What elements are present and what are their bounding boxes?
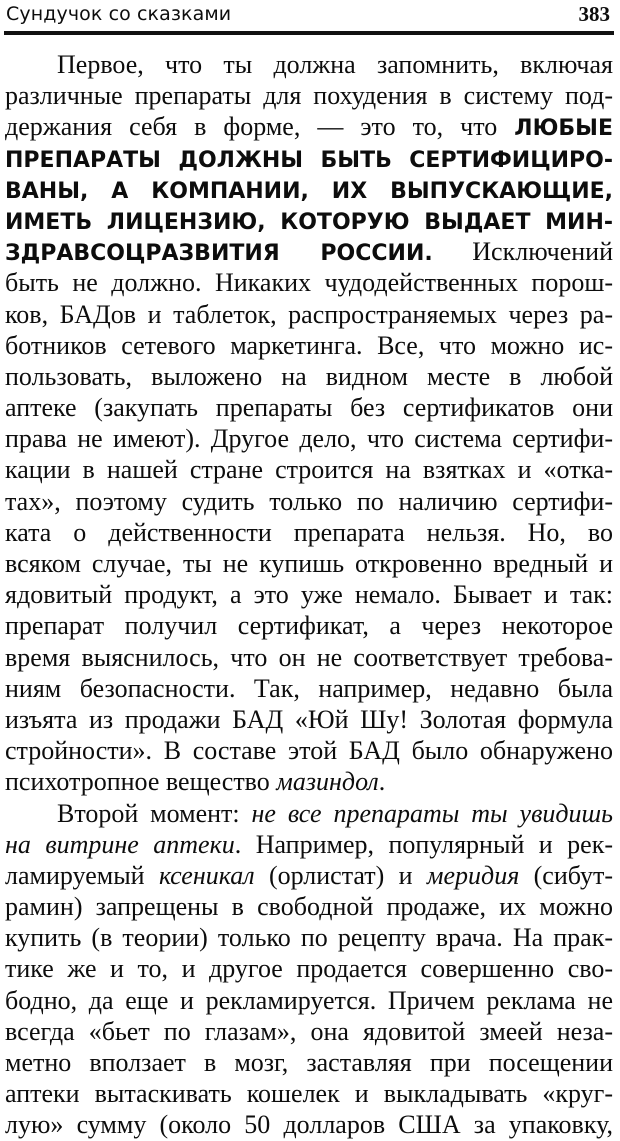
text-line [5, 610, 613, 641]
text-line [5, 891, 613, 922]
text-line [5, 922, 613, 953]
text-line [5, 143, 613, 174]
text-run: ламируемый [5, 860, 159, 890]
text-run: психотропное вещество [5, 767, 277, 797]
text-line [5, 299, 613, 330]
text-run: кации в нашей стране строится на взятках и «отка- [5, 455, 613, 485]
text-line [5, 798, 613, 829]
text-run: ботников сетевого маркетинга. Все, что можно ис- [5, 330, 613, 360]
text-line [5, 49, 613, 80]
emphasis-caps: ВАНЫ, А КОМПАНИИ, ИХ ВЫПУСКАЮЩИЕ, [5, 178, 613, 204]
text-line [5, 985, 613, 1016]
text-line [5, 642, 613, 673]
text-line [5, 517, 613, 548]
text-run: время выяснилось, что он не соответствует требова- [5, 642, 613, 672]
text-line [5, 579, 613, 610]
text-line [5, 361, 613, 392]
body-text [5, 49, 613, 1141]
text-line [5, 953, 613, 984]
text-run: быть не должно. Никаких чудодейственных порош- [5, 268, 613, 298]
text-line [5, 1016, 613, 1047]
text-line [5, 423, 613, 454]
text-run: тах», поэтому судить только по наличию сертифи- [5, 486, 613, 516]
running-head [6, 0, 612, 30]
text-line [5, 80, 613, 111]
text-run: аптеке (закупать препараты без сертификатов они [5, 393, 613, 423]
text-line [5, 548, 613, 579]
text-line [5, 735, 613, 766]
text-line [5, 1078, 613, 1109]
text-run: Первое, что ты должна запомнить, включая [57, 50, 613, 79]
emphasis-italic: на витрине аптеки [5, 829, 235, 859]
running-title: Сундучок со сказками [6, 3, 232, 25]
text-run: права не имеют). Другое дело, что система сертифи- [5, 424, 613, 454]
text-line [5, 704, 613, 735]
emphasis-caps: ИМЕТЬ ЛИЦЕНЗИЮ, КОТОРУЮ ВЫДАЕТ МИН- [5, 209, 613, 235]
text-run: купить (в теории) только по рецепту врача. На прак- [5, 923, 613, 953]
text-line [5, 673, 613, 704]
text-run: . Например, популярный и рек- [234, 829, 613, 859]
text-line [5, 766, 613, 797]
emphasis-caps: ПРЕПАРАТЫ ДОЛЖНЫ БЫТЬ СЕРТИФИЦИРО- [5, 147, 613, 173]
emphasis-italic: не все препараты ты увидишь [251, 798, 613, 828]
page-number: 383 [578, 2, 610, 26]
text-run: рамин) запрещены в свободной продаже, их можно [5, 892, 613, 922]
text-line [5, 205, 613, 236]
text-run: . [378, 767, 386, 797]
text-line [5, 829, 613, 860]
text-line [5, 236, 613, 267]
text-run: держания себя в форме, — это то, что [5, 112, 515, 142]
text-line [5, 1047, 613, 1078]
text-line [5, 267, 613, 298]
text-run: ков, БАДов и таблеток, распространяемых через ра- [5, 299, 613, 329]
text-line [5, 111, 613, 142]
text-run: различные препараты для похудения в систему под- [5, 81, 613, 111]
emphasis-italic: ксеникал [158, 860, 255, 890]
text-run: аптеки вытаскивать кошелек и выкладывать «круг- [5, 1079, 613, 1109]
text-line [5, 330, 613, 361]
text-run: бодно, да еще и рекламируется. Причем реклама не [5, 985, 613, 1015]
text-run: изъята из продажи БАД «Юй Шу! Золотая формула [5, 704, 613, 734]
text-run: пользовать, выложено на видном месте в любой [5, 361, 613, 391]
emphasis-caps: ЗДРАВСОЦРАЗВИТИЯ РОССИИ. [5, 241, 433, 267]
text-run: метно вползает в мозг, заставляя при посещении [5, 1048, 613, 1077]
text-line [5, 454, 613, 485]
text-run: Исключений [432, 237, 613, 267]
text-run: всяком случае, ты не купишь откровенно вредный и [5, 549, 613, 578]
text-run: стройности». В составе этой БАД было обнаружено [5, 736, 613, 766]
text-run: препарат получил сертификат, а через некоторое [5, 611, 613, 641]
text-line [5, 860, 613, 891]
text-line [5, 486, 613, 517]
text-run: (орлистат) и [254, 860, 427, 890]
header-rule [4, 31, 614, 35]
text-line [5, 174, 613, 205]
text-run: Второй момент: [57, 798, 252, 828]
text-line [5, 1109, 613, 1140]
text-run: тике же и то, и другое продается совершенно сво- [5, 954, 613, 984]
text-run: всегда «бьет по глазам», она ядовитой змеей неза- [5, 1016, 613, 1046]
text-run: ядовитый продукт, а это уже немало. Бывает и так: [5, 580, 613, 610]
text-run: ката о действенности препарата нельзя. Но, во [5, 517, 613, 547]
text-run: ниям безопасности. Так, например, недавно была [5, 673, 613, 703]
emphasis-caps: ЛЮБЫЕ [514, 116, 613, 142]
text-run: лую» сумму (около 50 долларов США за упаковку, [5, 1110, 613, 1140]
text-line [5, 392, 613, 423]
emphasis-italic: меридия [426, 860, 520, 890]
text-run: (сибут- [519, 860, 614, 890]
emphasis-italic: мазиндол [276, 767, 379, 797]
